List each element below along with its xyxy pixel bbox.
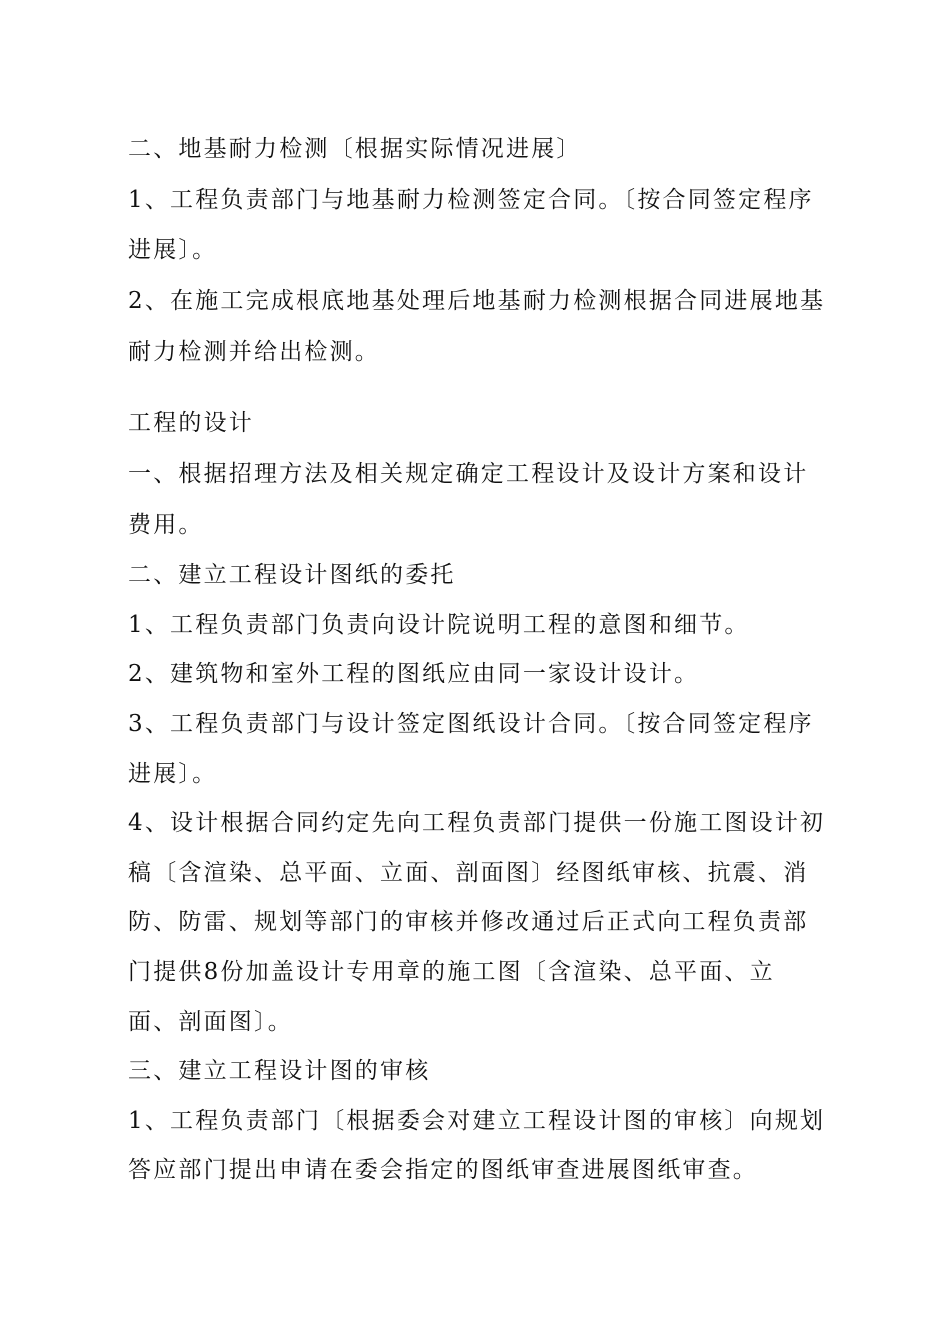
paragraph-item-1-line-2: 进展〕。 [128,237,218,263]
paragraph-part-2-item-4-line-5: 面、剖面图〕。 [128,1009,293,1035]
section-title-project-design: 工程的设计 [128,410,254,436]
paragraph-part-3-item-1-line-2: 答应部门提出申请在委会指定的图纸审查进展图纸审查。 [128,1157,758,1183]
paragraph-item-2-line-1: 2、在施工完成根底地基处理后地基耐力检测根据合同进展地基 [128,288,826,314]
paragraph-part-3-item-1-line-1: 1、工程负责部门〔根据委会对建立工程设计图的审核〕向规划 [128,1108,826,1134]
paragraph-part-2-item-4-line-2: 稿〔含渲染、总平面、立面、剖面图〕经图纸审核、抗震、消 [128,860,809,886]
paragraph-item-1-line-1: 1、工程负责部门与地基耐力检测签定合同。〔按合同签定程序 [128,187,814,213]
paragraph-part-2-item-4-line-3: 防、防雷、规划等部门的审核并修改通过后正式向工程负责部 [128,909,809,935]
paragraph-item-2-line-2: 耐力检测并给出检测。 [128,339,380,365]
paragraph-part-1-line-1: 一、根据招理方法及相关规定确定工程设计及设计方案和设计 [128,461,809,487]
section-heading-foundation-test: 二、地基耐力检测〔根据实际情况进展〕 [128,136,582,162]
paragraph-part-2-item-4-line-1: 4、设计根据合同约定先向工程负责部门提供一份施工图设计初 [128,810,826,836]
section-heading-part-2: 二、建立工程设计图纸的委托 [128,562,456,588]
paragraph-part-2-item-2: 2、建筑物和室外工程的图纸应由同一家设计设计。 [128,661,700,687]
paragraph-part-2-item-3-line-2: 进展〕。 [128,761,218,787]
paragraph-part-1-line-2: 费用。 [128,512,204,538]
section-heading-part-3: 三、建立工程设计图的审核 [128,1058,431,1084]
paragraph-part-2-item-3-line-1: 3、工程负责部门与设计签定图纸设计合同。〔按合同签定程序 [128,711,814,737]
paragraph-part-2-item-4-line-4: 门提供8份加盖设计专用章的施工图〔含渲染、总平面、立 [128,959,775,985]
paragraph-part-2-item-1: 1、工程负责部门负责向设计院说明工程的意图和细节。 [128,612,750,638]
